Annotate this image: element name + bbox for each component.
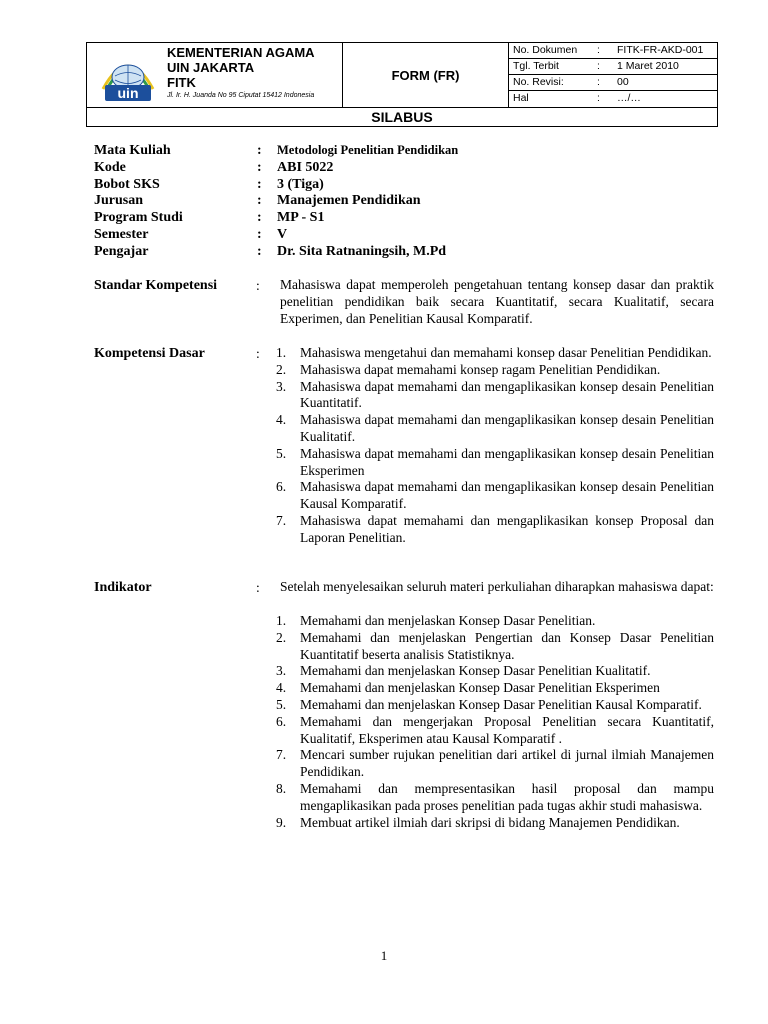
info-value: MP - S1: [277, 210, 325, 225]
standar-kompetensi-colon: :: [256, 278, 260, 293]
list-text: Memahami dan menjelaskan Konsep Dasar Penelitian Kausal Komparatif.: [300, 696, 702, 712]
list-item: [276, 513, 714, 547]
meta-row-revisi: [509, 75, 717, 91]
list-item: [276, 714, 714, 748]
list-text: Mencari sumber rujukan penelitian dari artikel di jurnal ilmiah Manajemen Pendidikan.: [300, 747, 714, 780]
list-text: Mahasiswa dapat memahami dan mengaplikasikan konsep desain Penelitian Kualitatif.: [300, 412, 714, 444]
list-text: Mahasiswa dapat memahami dan mengaplikasikan konsep desain Penelitian Kuantitatif.: [300, 378, 714, 411]
list-item: [276, 815, 714, 832]
info-value: V: [277, 227, 288, 242]
list-item: [276, 345, 714, 362]
info-colon: :: [257, 143, 262, 158]
info-label: Bobot SKS: [94, 177, 160, 192]
list-number: 6.: [276, 479, 287, 495]
info-colon: :: [257, 193, 262, 208]
list-text: Mahasiswa dapat memahami dan mengaplikasikan konsep desain Penelitian Eksperimen: [300, 445, 714, 478]
institution-cell: [87, 43, 343, 107]
info-value: 3 (Tiga): [277, 177, 324, 192]
list-text: Mahasiswa dapat memahami dan mengaplikasikan konsep Proposal dan Laporan Penelitian.: [300, 512, 714, 545]
meta-key: Tgl. Terbit: [513, 60, 559, 72]
list-text: Memahami dan menjelaskan Konsep Dasar Penelitian Kualitatif.: [300, 663, 651, 679]
list-text: Mahasiswa dapat memahami dan mengaplikasikan konsep desain Penelitian Kausal Komparatif.: [300, 479, 714, 512]
meta-key: No. Revisi:: [513, 76, 564, 88]
info-label: Semester: [94, 227, 149, 242]
kompetensi-dasar-colon: :: [256, 346, 260, 361]
list-number: 3.: [276, 663, 287, 679]
indikator-intro: Setelah menyelesaikan seluruh materi perkuliahan diharapkan mahasiswa dapat:: [280, 579, 714, 594]
info-value: Dr. Sita Ratnaningsih, M.Pd: [277, 244, 447, 259]
list-text: Memahami dan mempresentasikan hasil proposal dan mampu mengaplikasikan pada proses penelitian pada tugas akhir studi mahasiswa.: [300, 780, 714, 813]
info-label: Pengajar: [94, 244, 149, 259]
indikator-list: [276, 613, 714, 831]
institution-address: Jl. Ir. H. Juanda No 95 Ciputat 15412 Indonesia: [167, 92, 315, 99]
info-colon: :: [257, 210, 262, 225]
info-colon: :: [257, 177, 262, 192]
meta-key: No. Dokumen: [513, 44, 578, 56]
meta-key: Hal: [513, 92, 529, 104]
info-label: Kode: [94, 160, 126, 175]
institution-line-2: UIN JAKARTA: [167, 60, 255, 75]
list-number: 9.: [276, 814, 287, 830]
document-header: [86, 42, 718, 127]
list-text: Membuat artikel ilmiah dari skripsi di bidang Manajemen Pendidikan.: [300, 814, 680, 830]
list-number: 2.: [276, 629, 287, 645]
list-item: [276, 362, 714, 379]
meta-value: …/…: [617, 92, 641, 104]
info-value: Metodologi Penelitian Pendidikan: [277, 143, 459, 157]
meta-value: 00: [617, 76, 629, 88]
meta-colon: :: [597, 44, 600, 56]
list-number: 5.: [276, 445, 287, 461]
list-number: 8.: [276, 780, 287, 796]
uin-logo-icon: [97, 49, 159, 103]
info-label: Mata Kuliah: [94, 143, 171, 158]
list-number: 1.: [276, 345, 287, 360]
indikator-colon: :: [256, 580, 260, 595]
info-colon: :: [257, 160, 262, 175]
meta-row-hal: [509, 91, 717, 107]
list-number: 4.: [276, 680, 287, 696]
meta-value: FITK-FR-AKD-001: [617, 44, 704, 56]
list-number: 7.: [276, 512, 287, 528]
meta-colon: :: [597, 76, 600, 88]
list-number: 5.: [276, 696, 287, 712]
list-text: Memahami dan menjelaskan Konsep Dasar Penelitian Eksperimen: [300, 680, 660, 696]
list-item: [276, 781, 714, 815]
logo-text: uin: [117, 85, 139, 101]
list-item: [276, 747, 714, 781]
info-label: Jurusan: [94, 193, 144, 208]
list-item: [276, 412, 714, 446]
list-text: Memahami dan menjelaskan Pengertian dan Konsep Dasar Penelitian Kuantitatif beserta analisis Statistiknya.: [300, 629, 714, 662]
document-title: SILABUS: [87, 107, 717, 126]
list-number: 6.: [276, 713, 287, 729]
list-item: [276, 379, 714, 413]
list-item: [276, 446, 714, 480]
form-label: FORM (FR): [343, 43, 509, 107]
meta-value: 1 Maret 2010: [617, 60, 679, 72]
page-number: 1: [380, 948, 388, 963]
list-text: Mahasiswa dapat memahami konsep ragam Penelitian Pendidikan.: [300, 361, 661, 377]
meta-colon: :: [597, 92, 600, 104]
kompetensi-dasar-list: [276, 345, 714, 547]
meta-row-terbit: [509, 59, 717, 75]
list-item: [276, 479, 714, 513]
info-colon: :: [257, 244, 262, 259]
list-item: [276, 680, 714, 697]
institution-line-1: KEMENTERIAN AGAMA: [167, 45, 315, 60]
info-value: ABI 5022: [277, 160, 334, 175]
document-meta: [509, 43, 717, 107]
standar-kompetensi-text: Mahasiswa dapat memperoleh pengetahuan tentang konsep dasar dan praktik penelitian pendidikan baik secara Kuantitatif, secara Kualitatif, secara Experimen, dan Penelitian Kausal Komparatif.: [280, 277, 714, 326]
list-item: [276, 613, 714, 630]
list-number: 2.: [276, 361, 287, 377]
list-number: 4.: [276, 412, 287, 428]
list-number: 1.: [276, 613, 287, 628]
list-text: Mahasiswa mengetahui dan memahami konsep dasar Penelitian Pendidikan.: [300, 345, 712, 360]
list-item: [276, 697, 714, 714]
list-number: 3.: [276, 378, 287, 394]
list-item: [276, 630, 714, 664]
list-text: Memahami dan mengerjakan Proposal Penelitian secara Kuantitatif, Kualitatif, Eksperimen atau Kausal Komparatif .: [300, 713, 714, 746]
standar-kompetensi-label: Standar Kompetensi: [94, 278, 218, 293]
list-text: Memahami dan menjelaskan Konsep Dasar Penelitian.: [300, 613, 596, 628]
meta-row-dokumen: [509, 43, 717, 59]
kompetensi-dasar-label: Kompetensi Dasar: [94, 346, 205, 361]
info-label: Program Studi: [94, 210, 183, 225]
info-colon: :: [257, 227, 262, 242]
institution-line-3: FITK: [167, 75, 196, 90]
indikator-label: Indikator: [94, 580, 152, 595]
list-item: [276, 663, 714, 680]
list-number: 7.: [276, 747, 287, 763]
info-value: Manajemen Pendidikan: [277, 193, 421, 208]
meta-colon: :: [597, 60, 600, 72]
